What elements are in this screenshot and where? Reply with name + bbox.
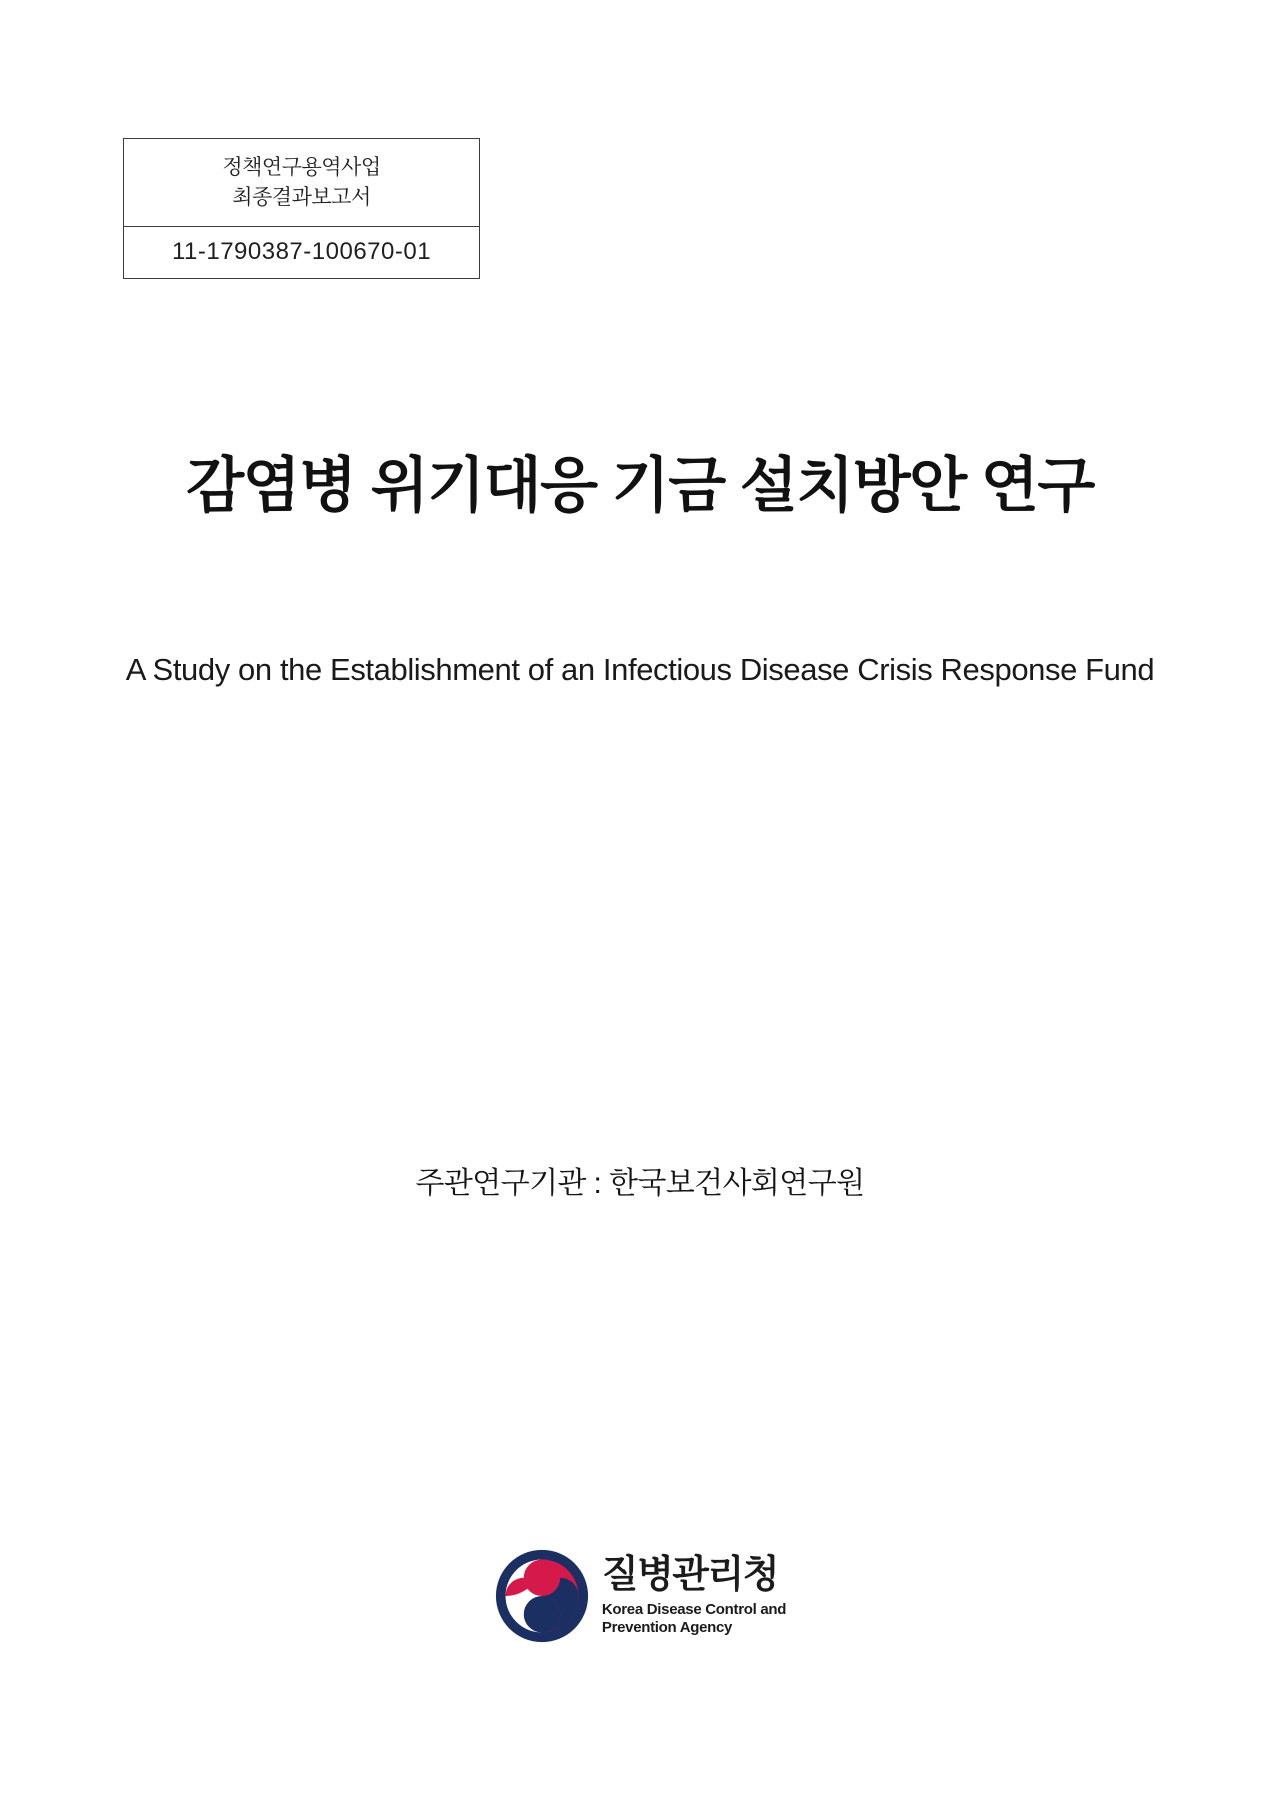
- page-title-english: [110, 648, 1170, 693]
- report-category-line-2: 최종결과보고서: [232, 186, 371, 210]
- research-organization: 주관연구기관 : 한국보건사회연구원: [415, 1167, 865, 1200]
- agency-name-english: [602, 1601, 786, 1639]
- page-title-korean: 감염병 위기대응 기금 설치방안 연구: [186, 452, 1094, 520]
- taeguk-logo-icon: [494, 1548, 590, 1644]
- page-title-english-line-1: A Study on the Establishment of an Infectious Disease Crisis: [125, 652, 933, 687]
- report-number-box: [123, 138, 480, 279]
- agency-name-english-line-1: Korea Disease Control and: [601, 1600, 787, 1618]
- report-code: 11-1790387-100670-01: [171, 237, 432, 265]
- report-category-line-1: 정책연구용역사업: [222, 156, 381, 179]
- agency-name-english-line-2: Prevention Agency: [601, 1619, 733, 1637]
- agency-name-korean: 질병관리청: [601, 1553, 778, 1596]
- report-code-row: [124, 227, 479, 278]
- report-category: [124, 139, 479, 227]
- page-title-english-line-2: Response Fund: [940, 652, 1155, 687]
- agency-logo-block: [0, 1548, 1280, 1644]
